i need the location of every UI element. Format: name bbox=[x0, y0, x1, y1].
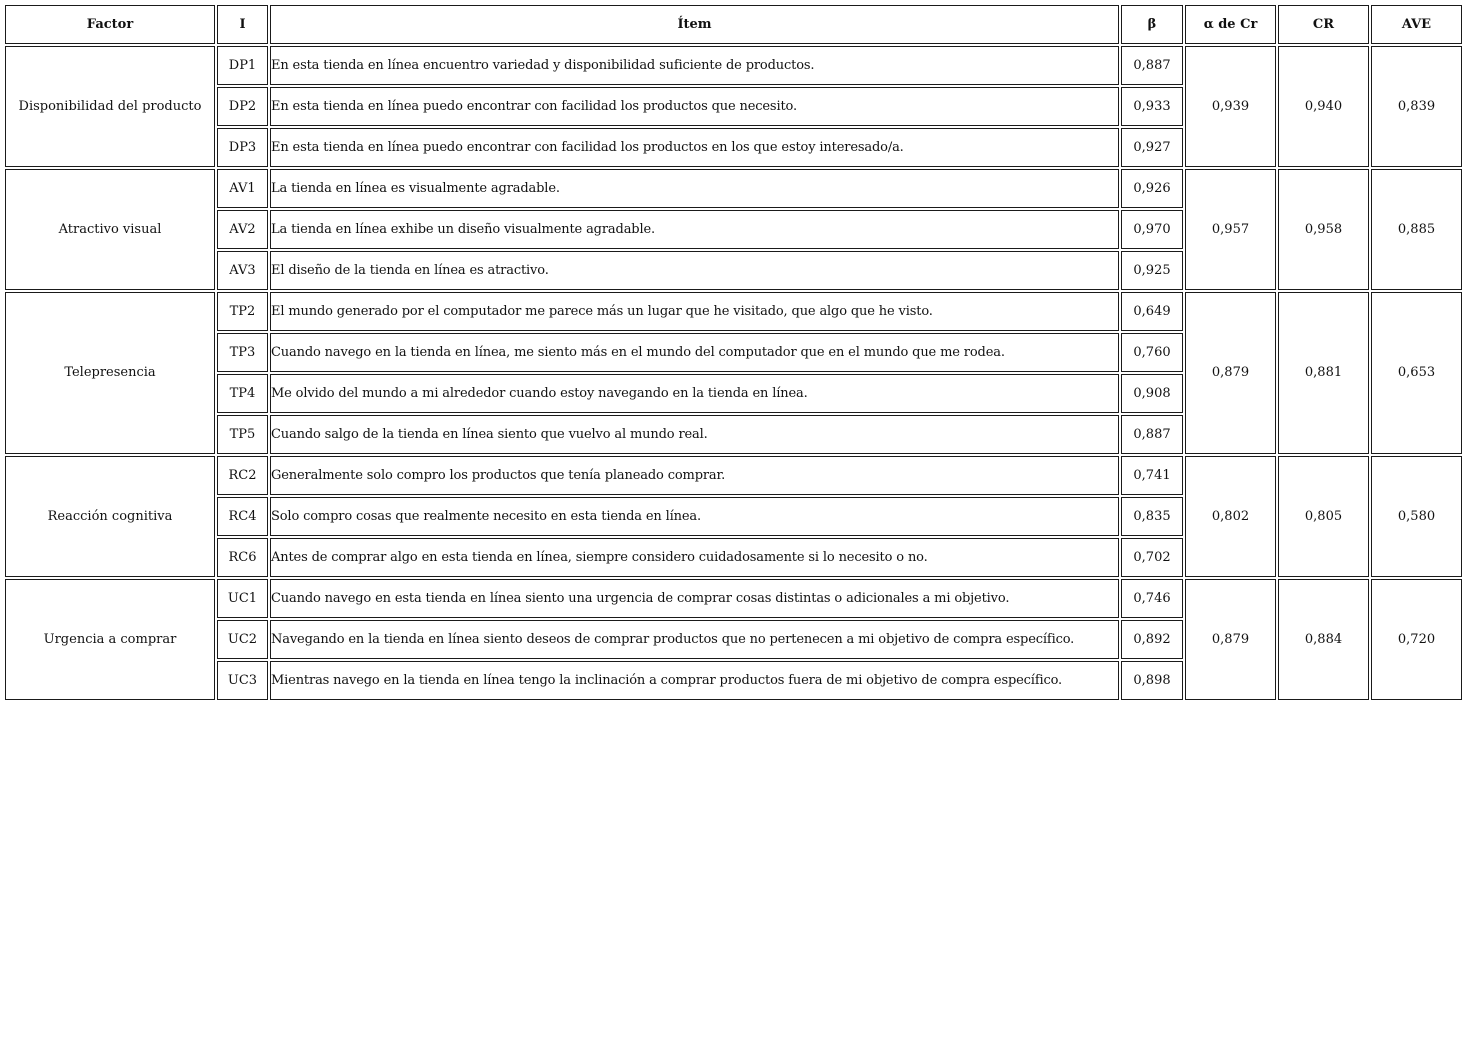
beta-cell: 0,926 bbox=[1121, 169, 1183, 208]
ave-cell: 0,580 bbox=[1371, 456, 1462, 577]
beta-cell: 0,970 bbox=[1121, 210, 1183, 249]
table-row bbox=[5, 456, 1462, 495]
ave-cell: 0,839 bbox=[1371, 46, 1462, 167]
header-beta: β bbox=[1121, 5, 1183, 44]
table-row bbox=[5, 292, 1462, 331]
indicator-code-cell: DP3 bbox=[217, 128, 268, 167]
item-text-cell: Me olvido del mundo a mi alrededor cuando estoy navegando en la tienda en línea. bbox=[270, 374, 1119, 413]
indicator-code-cell: DP1 bbox=[217, 46, 268, 85]
item-text-cell: Cuando salgo de la tienda en línea siento que vuelvo al mundo real. bbox=[270, 415, 1119, 454]
beta-cell: 0,898 bbox=[1121, 661, 1183, 700]
beta-cell: 0,649 bbox=[1121, 292, 1183, 331]
item-text-cell: Cuando navego en esta tienda en línea siento una urgencia de comprar cosas distintas o adicionales a mi objetivo. bbox=[270, 579, 1119, 618]
indicator-code-cell: UC3 bbox=[217, 661, 268, 700]
cr-cell: 0,805 bbox=[1278, 456, 1369, 577]
indicator-code-cell: TP2 bbox=[217, 292, 268, 331]
table-row bbox=[5, 579, 1462, 618]
header-factor: Factor bbox=[5, 5, 215, 44]
beta-cell: 0,908 bbox=[1121, 374, 1183, 413]
item-text-cell: Generalmente solo compro los productos que tenía planeado comprar. bbox=[270, 456, 1119, 495]
alpha-cell: 0,957 bbox=[1185, 169, 1276, 290]
ave-cell: 0,653 bbox=[1371, 292, 1462, 454]
beta-cell: 0,887 bbox=[1121, 415, 1183, 454]
indicator-code-cell: TP4 bbox=[217, 374, 268, 413]
beta-cell: 0,835 bbox=[1121, 497, 1183, 536]
beta-cell: 0,702 bbox=[1121, 538, 1183, 577]
ave-cell: 0,885 bbox=[1371, 169, 1462, 290]
indicator-code-cell: UC1 bbox=[217, 579, 268, 618]
indicator-code-cell: RC2 bbox=[217, 456, 268, 495]
cr-cell: 0,940 bbox=[1278, 46, 1369, 167]
header-item: Ítem bbox=[270, 5, 1119, 44]
alpha-cell: 0,879 bbox=[1185, 579, 1276, 700]
alpha-cell: 0,879 bbox=[1185, 292, 1276, 454]
item-text-cell: Cuando navego en la tienda en línea, me siento más en el mundo del computador que en el mundo que me rodea. bbox=[270, 333, 1119, 372]
item-text-cell: En esta tienda en línea encuentro variedad y disponibilidad suficiente de productos. bbox=[270, 46, 1119, 85]
indicator-code-cell: UC2 bbox=[217, 620, 268, 659]
cr-cell: 0,958 bbox=[1278, 169, 1369, 290]
item-text-cell: Antes de comprar algo en esta tienda en línea, siempre considero cuidadosamente si lo necesito o no. bbox=[270, 538, 1119, 577]
factor-name-cell: Disponibilidad del producto bbox=[5, 46, 215, 167]
indicator-code-cell: RC4 bbox=[217, 497, 268, 536]
indicator-code-cell: TP5 bbox=[217, 415, 268, 454]
beta-cell: 0,933 bbox=[1121, 87, 1183, 126]
indicator-code-cell: RC6 bbox=[217, 538, 268, 577]
beta-cell: 0,741 bbox=[1121, 456, 1183, 495]
item-text-cell: En esta tienda en línea puedo encontrar con facilidad los productos que necesito. bbox=[270, 87, 1119, 126]
results-table bbox=[3, 3, 1464, 702]
alpha-cell: 0,802 bbox=[1185, 456, 1276, 577]
indicator-code-cell: AV3 bbox=[217, 251, 268, 290]
item-text-cell: La tienda en línea exhibe un diseño visualmente agradable. bbox=[270, 210, 1119, 249]
header-cr: CR bbox=[1278, 5, 1369, 44]
item-text-cell: Mientras navego en la tienda en línea tengo la inclinación a comprar productos fuera de mi objetivo de compra específico. bbox=[270, 661, 1119, 700]
item-text-cell: La tienda en línea es visualmente agradable. bbox=[270, 169, 1119, 208]
cr-cell: 0,881 bbox=[1278, 292, 1369, 454]
item-text-cell: Solo compro cosas que realmente necesito en esta tienda en línea. bbox=[270, 497, 1119, 536]
alpha-cell: 0,939 bbox=[1185, 46, 1276, 167]
cr-cell: 0,884 bbox=[1278, 579, 1369, 700]
item-text-cell: Navegando en la tienda en línea siento deseos de comprar productos que no pertenecen a mi objetivo de compra específico. bbox=[270, 620, 1119, 659]
item-text-cell: El diseño de la tienda en línea es atractivo. bbox=[270, 251, 1119, 290]
item-text-cell: El mundo generado por el computador me parece más un lugar que he visitado, que algo que he visto. bbox=[270, 292, 1119, 331]
header-alpha: α de Cr bbox=[1185, 5, 1276, 44]
beta-cell: 0,892 bbox=[1121, 620, 1183, 659]
beta-cell: 0,746 bbox=[1121, 579, 1183, 618]
table-row bbox=[5, 46, 1462, 85]
beta-cell: 0,927 bbox=[1121, 128, 1183, 167]
factor-name-cell: Atractivo visual bbox=[5, 169, 215, 290]
item-text-cell: En esta tienda en línea puedo encontrar con facilidad los productos en los que estoy interesado/a. bbox=[270, 128, 1119, 167]
ave-cell: 0,720 bbox=[1371, 579, 1462, 700]
factor-name-cell: Telepresencia bbox=[5, 292, 215, 454]
header-indicator: I bbox=[217, 5, 268, 44]
beta-cell: 0,887 bbox=[1121, 46, 1183, 85]
table-row bbox=[5, 169, 1462, 208]
factor-name-cell: Reacción cognitiva bbox=[5, 456, 215, 577]
indicator-code-cell: AV2 bbox=[217, 210, 268, 249]
indicator-code-cell: TP3 bbox=[217, 333, 268, 372]
header-row bbox=[5, 5, 1462, 44]
beta-cell: 0,760 bbox=[1121, 333, 1183, 372]
header-ave: AVE bbox=[1371, 5, 1462, 44]
factor-name-cell: Urgencia a comprar bbox=[5, 579, 215, 700]
indicator-code-cell: DP2 bbox=[217, 87, 268, 126]
beta-cell: 0,925 bbox=[1121, 251, 1183, 290]
indicator-code-cell: AV1 bbox=[217, 169, 268, 208]
